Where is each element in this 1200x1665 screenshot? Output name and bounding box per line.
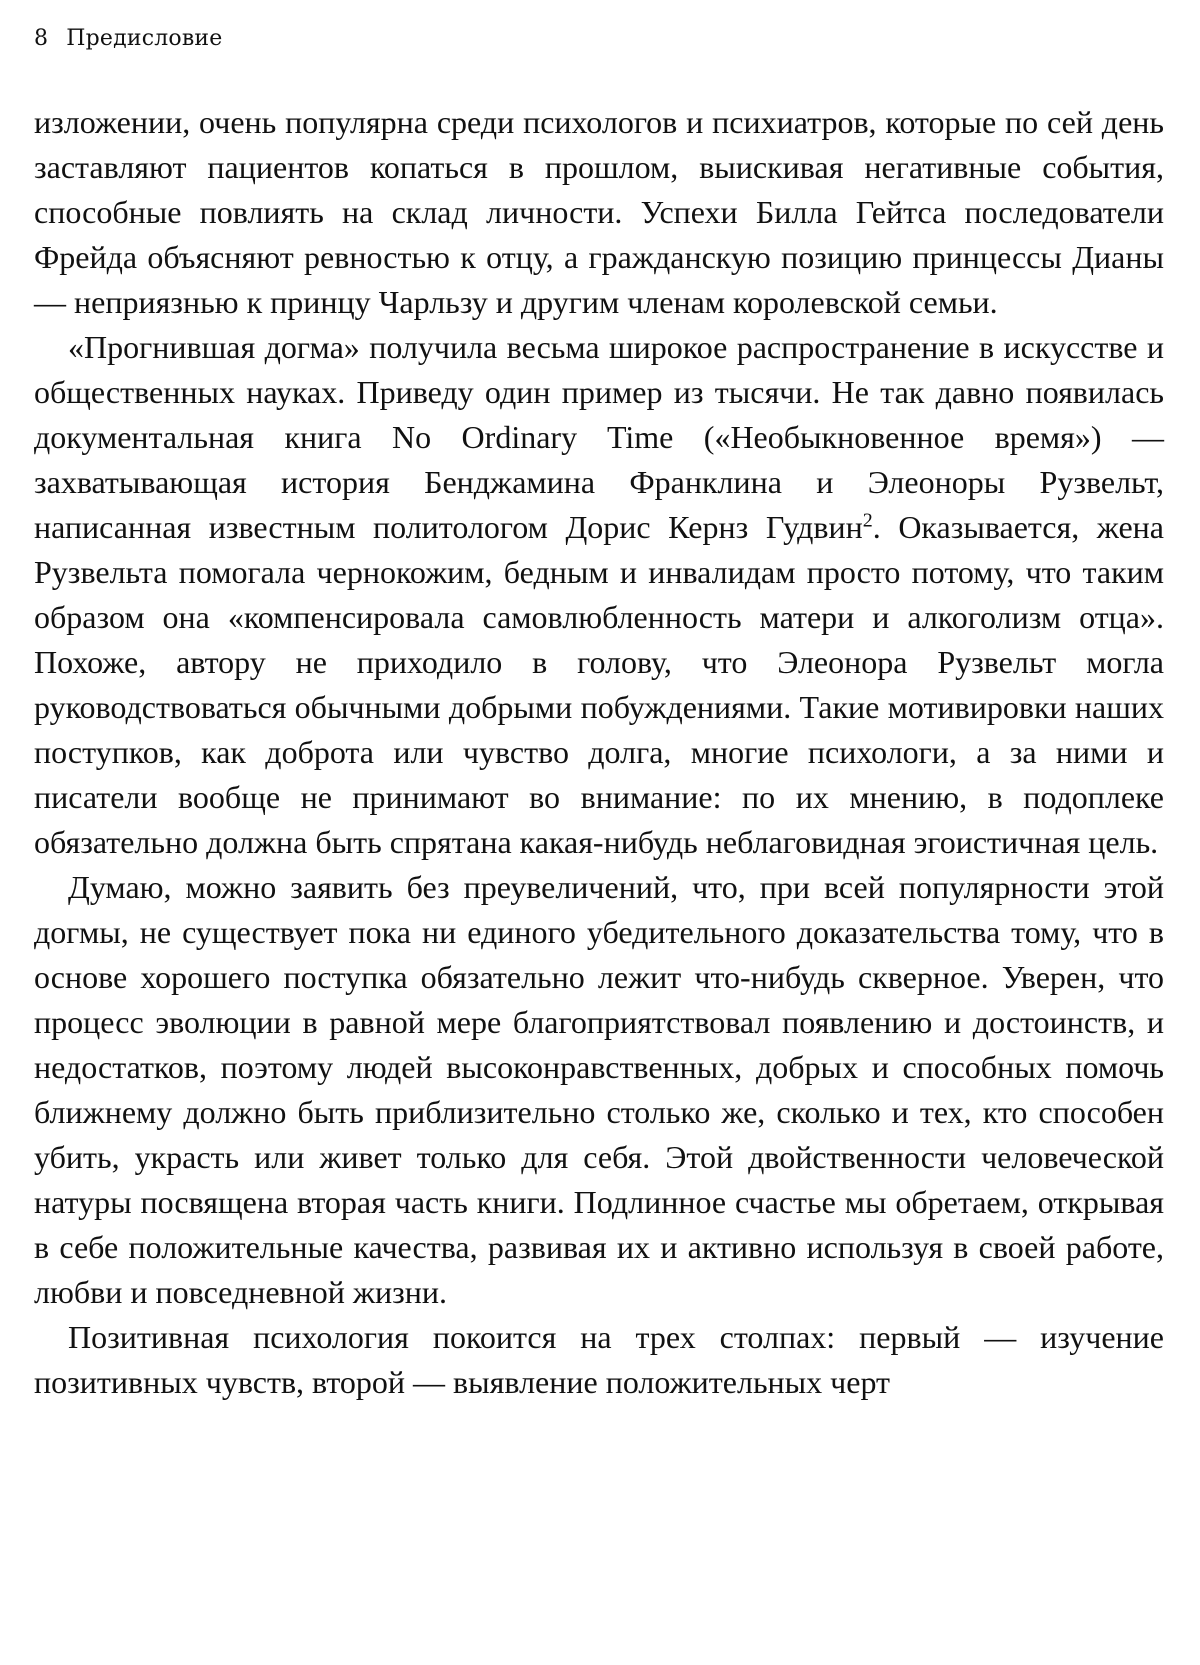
- page-number: 8: [34, 26, 49, 51]
- paragraph-three-pillars: Позитивная психология покоится на трех столпах: первый — изучение позитивных чувств, второй — выявление положительных черт: [34, 1319, 1164, 1400]
- paragraph-continuation: изложении, очень популярна среди психологов и психиатров, которые по сей день заставляют пациентов копаться в прошлом, выискивая негативные события, способные повлиять на склад личности. Успехи Билла Гейтса последователи Фрейда объясняют ревностью к отцу, а гражданскую позицию принцессы Дианы — неприязнью к принцу Чарльзу и другим членам королевской семьи.: [34, 104, 1164, 320]
- footnote-reference[interactable]: 2: [862, 509, 873, 532]
- running-head: [34, 24, 1164, 54]
- paragraph-no-evidence: Думаю, можно заявить без преувеличений, что, при всей популярности этой догмы, не существует пока ни единого убедительного доказательства тому, что в основе хорошего поступка обязательно лежит что-нибудь скверное. Уверен, что процесс эволюции в равной мере благоприятствовал появлению и достоинств, и недостатков, поэтому людей высоконравственных, добрых и способных помочь ближнему должно быть приблизительно столько же, сколько и тех, кто способен убить, украсть или живет только для себя. Этой двойственности человеческой натуры посвящена вторая часть книги. Подлинное счастье мы обретаем, открывая в себе положительные качества, развивая их и активно используя в своей работе, любви и повседневной жизни.: [34, 869, 1164, 1310]
- paragraph-text-part: . Оказывается, жена Рузвельта помогала чернокожим, бедным и инвалидам просто потому, что таким образом она «компенсировала самовлюбленность матери и алкоголизм отца». Похоже, автору не приходило в голову, что Элеонора Рузвельт могла руководствоваться обычными добрыми побуждениями. Такие мотивировки наших поступков, как доброта или чувство долга, многие психологи, а за ними и писатели вообще не принимают во внимание: по их мнению, в подоплеке обязательно должна быть спрятана какая-нибудь неблаговидная эгоистичная цель.: [34, 509, 1165, 860]
- book-page: [34, 24, 1164, 1405]
- body-text: [34, 100, 1164, 1405]
- section-title: Предисловие: [66, 26, 223, 51]
- paragraph-rotten-dogma: [34, 325, 1164, 865]
- paragraph-text-part: «Прогнившая догма» получила весьма широкое распространение в искусстве и общественных науках. Приведу один пример из тысячи. Не так давно появилась документальная книга No Ordinary Time («Необыкновенное время») — захватывающая история Бенджамина Франклина и Элеоноры Рузвельт, написанная известным политологом Дорис Кернз Гудвин: [34, 329, 1164, 545]
